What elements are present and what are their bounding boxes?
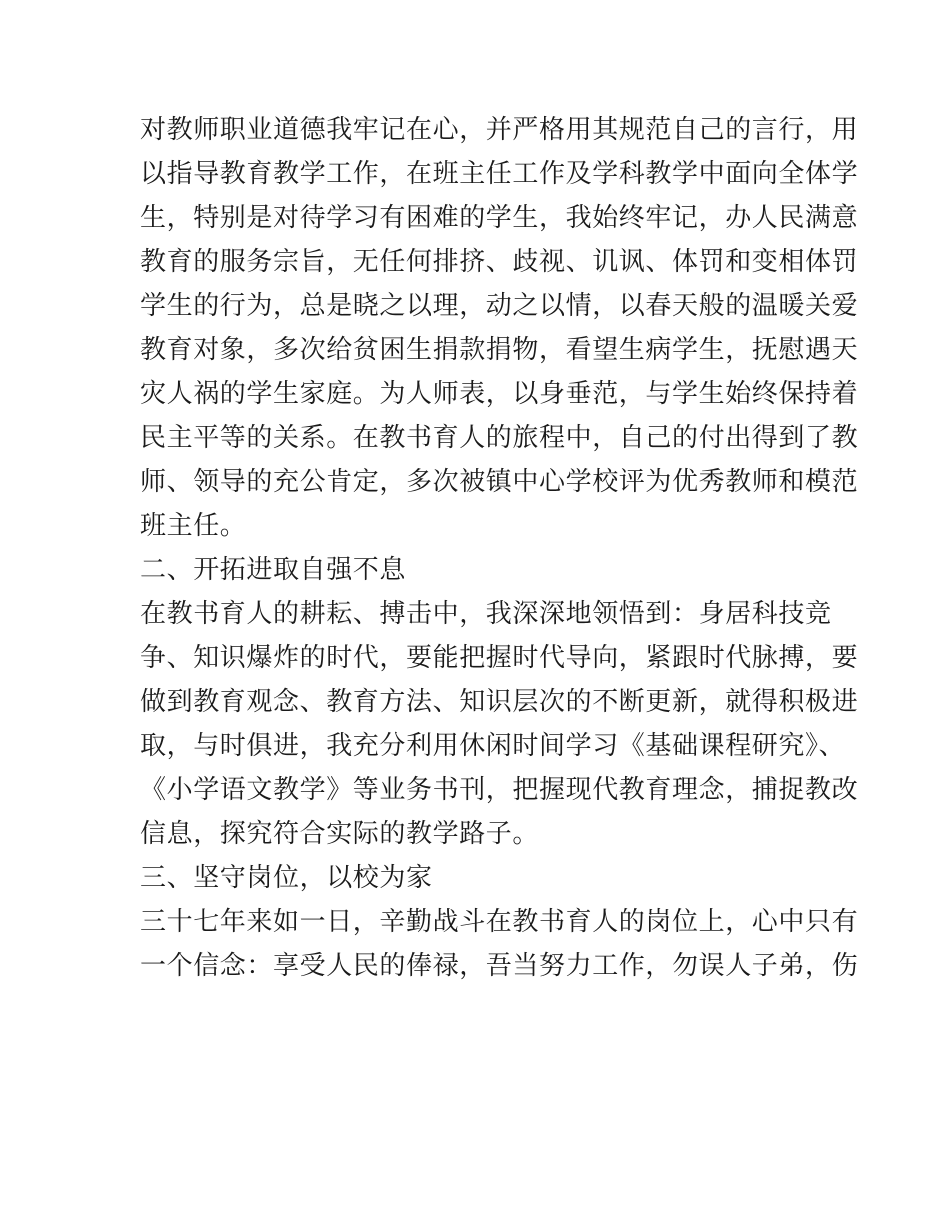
text-line: 师、领导的充公肯定，多次被镇中心学校评为优秀教师和模范 — [140, 467, 859, 497]
section-heading: 三、坚守岗位，以校为家 — [140, 863, 433, 893]
document-body — [140, 108, 859, 988]
text-line: 班主任。 — [140, 511, 247, 541]
text-line: 三十七年来如一日，辛勤战斗在教书育人的岗位上，心中只有 — [140, 907, 859, 937]
text-line: 教育对象，多次给贫困生捐款捐物，看望生病学生，抚慰遇天 — [140, 335, 859, 365]
text-line: 争、知识爆炸的时代，要能把握时代导向，紧跟时代脉搏，要 — [140, 643, 859, 673]
text-line: 生，特别是对待学习有困难的学生，我始终牢记，办人民满意 — [140, 203, 859, 233]
text-line: 在教书育人的耕耘、搏击中，我深深地领悟到：身居科技竞 — [140, 599, 832, 629]
text-line: 信息，探究符合实际的教学路子。 — [140, 819, 540, 849]
text-line: 以指导教育教学工作，在班主任工作及学科教学中面向全体学 — [140, 159, 859, 189]
text-line: 灾人祸的学生家庭。为人师表，以身垂范，与学生始终保持着 — [140, 379, 859, 409]
text-line: 一个信念：享受人民的俸禄，吾当努力工作，勿误人子弟，伤 — [140, 951, 859, 981]
text-line: 教育的服务宗旨，无任何排挤、歧视、讥讽、体罚和变相体罚 — [140, 247, 859, 277]
text-line: 对教师职业道德我牢记在心，并严格用其规范自己的言行，用 — [140, 115, 859, 145]
text-line: 做到教育观念、教育方法、知识层次的不断更新，就得积极进 — [140, 687, 859, 717]
text-line: 民主平等的关系。在教书育人的旅程中，自己的付出得到了教 — [140, 423, 859, 453]
text-line: 取，与时俱进，我充分利用休闲时间学习《基础课程研究》、 — [140, 731, 846, 761]
section-heading: 二、开拓进取自强不息 — [140, 555, 407, 585]
text-line: 《小学语文教学》等业务书刊，把握现代教育理念，捕捉教改 — [140, 775, 859, 805]
text-line: 学生的行为，总是晓之以理，动之以情，以春天般的温暖关爱 — [140, 291, 859, 321]
